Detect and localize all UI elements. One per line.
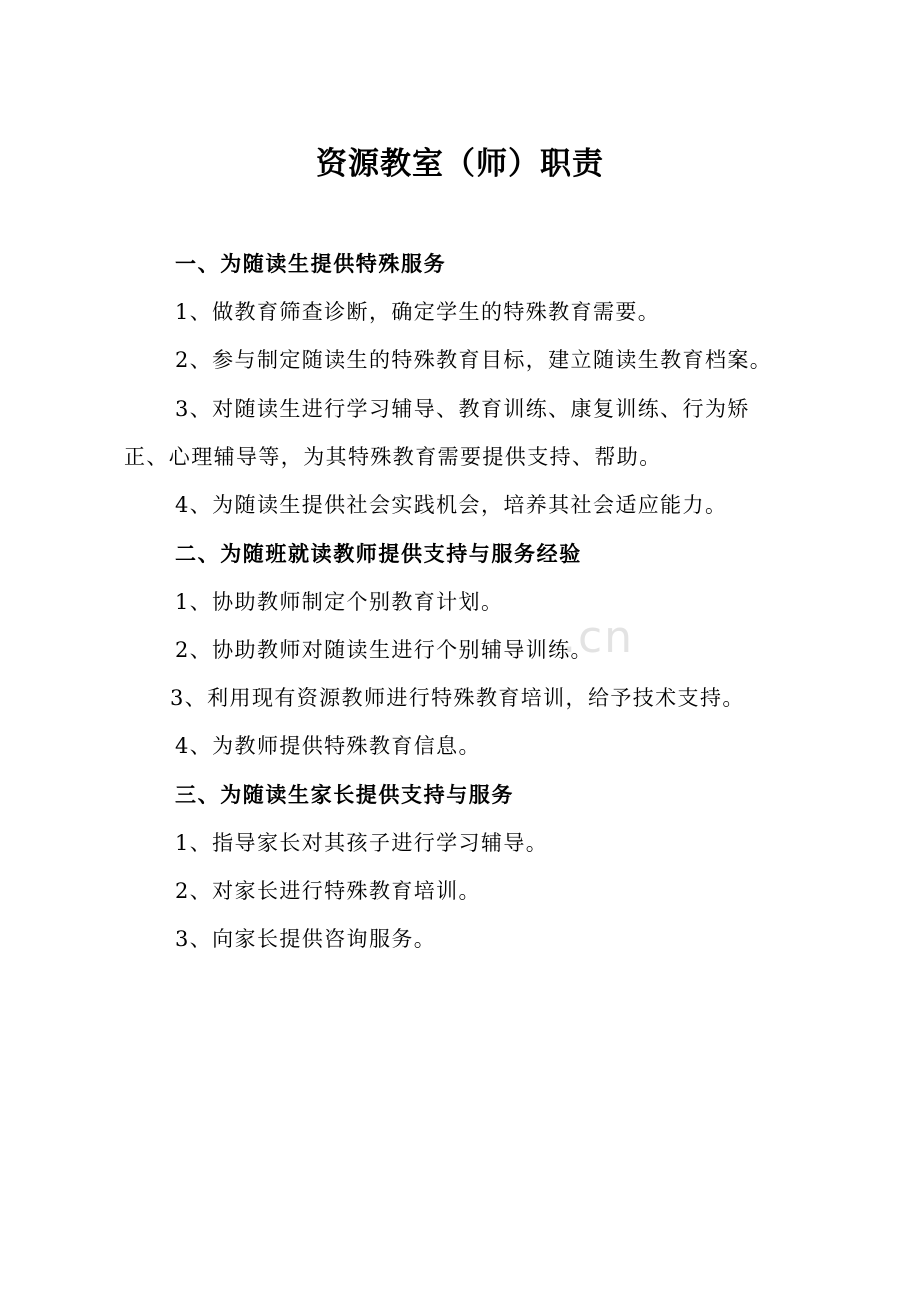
section-2-item-4: 4、为教师提供特殊教育信息。 xyxy=(175,734,481,758)
section-1-item-1: 1、做教育筛查诊断，确定学生的特殊教育需要。 xyxy=(175,300,661,324)
section-1-item-3: 3、对随读生进行学习辅导、教育训练、康复训练、行为矫 xyxy=(175,397,750,421)
section-2-item-3: 3、利用现有资源教师进行特殊教育培训，给予技术支持。 xyxy=(170,686,745,710)
section-1-item-2: 2、参与制定随读生的特殊教育目标，建立随读生教育档案。 xyxy=(175,348,773,372)
section-2-heading: 二、为随班就读教师提供支持与服务经验 xyxy=(175,541,582,566)
section-3-item-3: 3、向家长提供咨询服务。 xyxy=(175,927,437,951)
section-3-item-1: 1、指导家长对其孩子进行学习辅导。 xyxy=(175,831,549,855)
watermark: .cn xyxy=(562,612,635,663)
document-title: 资源教室（师）职责 xyxy=(316,146,604,182)
section-1-heading: 一、为随读生提供特殊服务 xyxy=(175,251,447,276)
section-1-item-4: 4、为随读生提供社会实践机会，培养其社会适应能力。 xyxy=(175,493,728,517)
section-2-item-2: 2、协助教师对随读生进行个别辅导训练。 xyxy=(175,638,593,662)
section-3-heading: 三、为随读生家长提供支持与服务 xyxy=(175,782,514,807)
section-3-item-2: 2、对家长进行特殊教育培训。 xyxy=(175,879,481,903)
section-2-item-1: 1、协助教师制定个别教育计划。 xyxy=(175,590,504,614)
section-1-item-3-continued: 正、心理辅导等，为其特殊教育需要提供支持、帮助。 xyxy=(124,445,662,469)
